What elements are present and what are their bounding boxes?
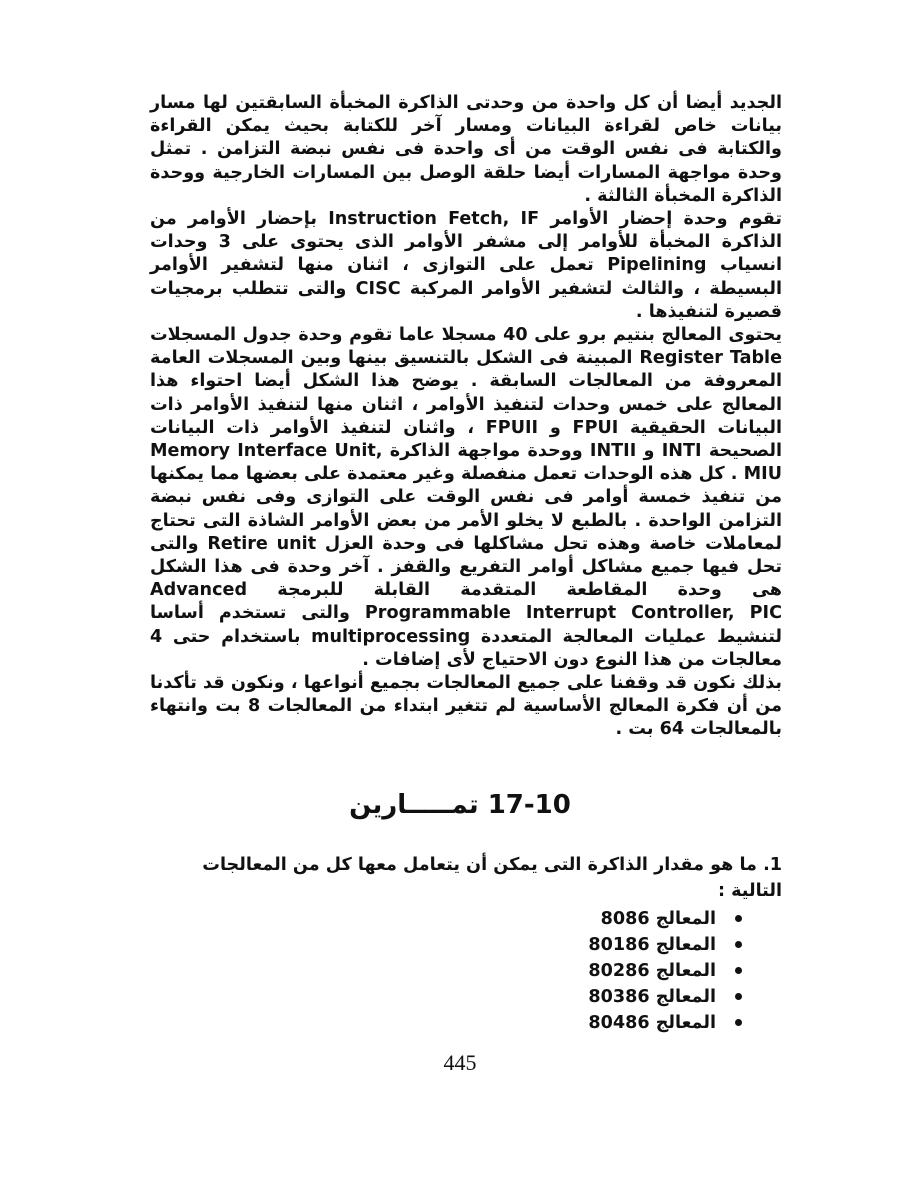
paragraph-register-table: يحتوى المعالج بنتيم برو على 40 مسجلا عاما تقوم وحدة جدول المسجلات Register Table المبينة فى الشكل بالتنسيق بينها وبين المسجلات العامة المعروفة من المعالجات السابقة . يوضح هذا الشكل أيضا احتواء هذا المعالج على خمس وحدات لتنفيذ الأوامر ، اثنان منها لتنفيذ الأوامر ذات البيانات الحقيقية FPUI و FPUII ، واثنان لتنفيذ الأوامر ذات البيانات الصحيحة INTI و INTII ووحدة مواجهة الذاكرة Memory Interface Unit, MIU . كل هذه الوحدات تعمل منفصلة وغير معتمدة على بعضها مما يمكنها من تنفيذ خمسة أوامر فى نفس الوقت على التوازى وفى نفس نبضة التزامن الواحدة . بالطبع لا يخلو الأمر من بعض الأوامر الشاذة التى تحتاج لمعاملات خاصة وهذه تحل مشاكلها فى وحدة العزل Retire unit والتى تحل فيها جميع مشاكل أوامر التفريع والقفز . آخر وحدة فى هذا الشكل هى وحدة المقاطعة المتقدمة القابلة للبرمجة Advanced Programmable Interrupt Controller, PIC والتى تستخدم أساسا لتنشيط عمليات المعالجة المتعددة multiprocessing باستخدام حتى 4 معالجات من هذا النوع دون الاحتياج لأى إضافات . <box>150 325 783 670</box>
processor-list <box>150 906 782 1036</box>
list-item-label: المعالج 8086 <box>600 909 716 929</box>
body-text <box>150 92 782 742</box>
list-item <box>150 1010 742 1036</box>
bullet-icon <box>735 915 742 922</box>
list-item <box>150 984 742 1010</box>
paragraph-cache-units: الجديد أيضا أن كل واحدة من وحدتى الذاكرة المخبأة السابقتين لها مسار بيانات خاص لقراءة البيانات ومسار آخر للكتابة بحيث يمكن القراءة والكتابة فى نفس الوقت من أى واحدة فى نفس نبضة التزامن . تمثل وحدة مواجهة المسارات أيضا حلقة الوصل بين المسارات الخارجية ووحدة الذاكرة المخبأة الثالثة . <box>150 93 782 206</box>
list-item <box>150 932 742 958</box>
list-item <box>150 958 742 984</box>
list-item-label: المعالج 80286 <box>588 961 716 981</box>
list-item-label: المعالج 80186 <box>588 935 716 955</box>
page-number: 445 <box>443 1050 477 1075</box>
paragraph-instruction-fetch: تقوم وحدة إحضار الأوامر Instruction Fetch, IF بإحضار الأوامر من الذاكرة المخبأة للأوامر إلى مشفر الأوامر الذى يحتوى على 3 وحدات انسياب Pipelining تعمل على التوازى ، اثنان منها لتشفير الأوامر البسيطة ، والثالث لتشفير الأوامر المركبة CISC والتى تتطلب برمجيات قصيرة لتنفيذها . <box>150 209 782 322</box>
paragraph-conclusion: بذلك نكون قد وقفنا على جميع المعالجات بجميع أنواعها ، ونكون قد تأكدنا من أن فكرة المعالج الأساسية لم تتغير ابتداء من المعالجات 8 بت وانتهاء بالمعالجات 64 بت . <box>150 673 783 740</box>
exercise-block <box>150 852 782 1036</box>
list-item <box>150 906 742 932</box>
section-heading: 17-10 تمـــــارين <box>349 790 571 820</box>
list-item-label: المعالج 80486 <box>588 1013 716 1033</box>
bullet-icon <box>735 967 742 974</box>
bullet-icon <box>735 993 742 1000</box>
list-item-label: المعالج 80386 <box>588 987 716 1007</box>
bullet-icon <box>735 1019 742 1026</box>
question-text: 1. ما هو مقدار الذاكرة التى يمكن أن يتعامل معها كل من المعالجات التالية : <box>202 855 782 901</box>
bullet-icon <box>735 941 742 948</box>
